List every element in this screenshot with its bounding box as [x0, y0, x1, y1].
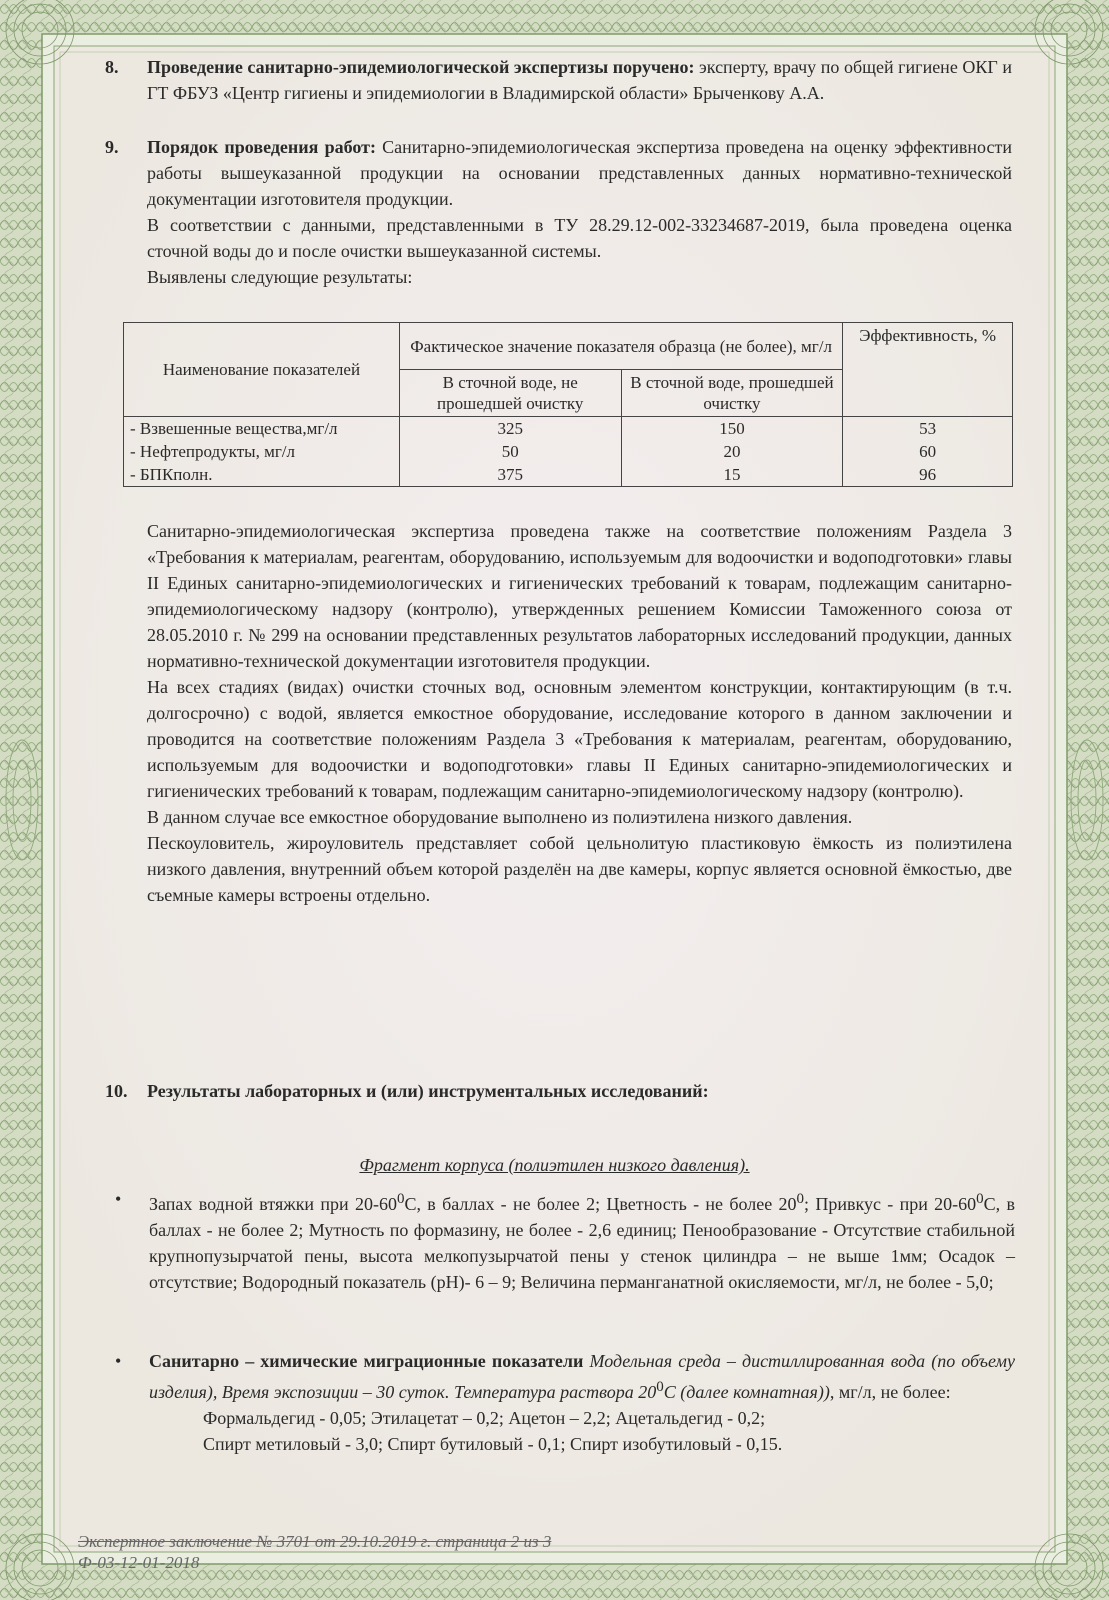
- results-table: [123, 322, 1013, 487]
- row-name: - БПКполн.: [124, 463, 400, 487]
- row-before: 375: [399, 463, 621, 487]
- row-after: 150: [621, 417, 843, 441]
- row-efficiency: 96: [843, 463, 1013, 487]
- row-after: 20: [621, 440, 843, 463]
- header-fact: Фактическое значение показателя образца (не более), мг/л: [399, 323, 842, 370]
- table-row: [124, 440, 1013, 463]
- footer-page-info: Экспертное заключение № 3701 от 29.10.2019 г. страница 2 из 3: [78, 1532, 552, 1551]
- row-efficiency: 60: [843, 440, 1013, 463]
- migration-values-line: Формальдегид - 0,05; Этилацетат – 0,2; Ацетон – 2,2; Ацетальдегид - 0,2;: [203, 1408, 766, 1428]
- row-after: 15: [621, 463, 843, 487]
- paragraph: Выявлены следующие результаты:: [147, 267, 413, 287]
- section-title: Результаты лабораторных и (или) инструментальных исследований:: [147, 1081, 709, 1101]
- row-name: - Взвешенные вещества,мг/л: [124, 417, 400, 441]
- header-before: В сточной воде, не прошедшей очистку: [399, 370, 621, 417]
- migration-values-line: Спирт метиловый - 3,0; Спирт бутиловый - 0,1; Спирт изобутиловый - 0,15.: [203, 1434, 783, 1454]
- bullet-text: Санитарно – химические миграционные показатели Модельная среда – дистиллированная вода (по объему изделия), Время экспозиции – 30 суток. Температура раствора $20^0С$ (далее комнатная)), мг/л, не более:: [149, 1351, 1016, 1402]
- header-name: Наименование показателей: [124, 323, 400, 417]
- section-9-continued: [105, 518, 1012, 908]
- bullet-text: Запах водной втяжки при $20-60^0С$, в баллах - не более 2; Цветность - не более $20^0$; Привкус - при $20-60^0С$, в баллах - не более 2; Мутность по формазину, не более - 2,6 единиц; Пенообразование - Отсутствие стабильной крупнопузырчатой пены, высота мелкопузырчатой пены у стенок цилиндра – не выше 1мм; Осадок – отсутствие; Водородный показатель (pH)- 6 – 9; Величина перманганатной окисляемости, мг/л, не более - 5,0;: [149, 1191, 1015, 1292]
- row-before: 325: [399, 417, 621, 441]
- section-number: 10.: [105, 1081, 128, 1101]
- section-text: Санитарно-эпидемиологическая экспертиза проведена на оценку эффективности работы вышеуказанной продукции на основании представленных данных нормативно-технической документации изготовителя продукции.: [147, 137, 1012, 209]
- section-number: 8.: [105, 57, 119, 77]
- section-10: [105, 1078, 1012, 1104]
- paragraph: В соответствии с данными, представленными в ТУ 28.29.12-002-33234687-2019, была проведена оценка сточной воды до и после очистки вышеуказанной системы.: [147, 215, 1012, 261]
- bullet-item: [115, 1348, 1015, 1457]
- header-efficiency: Эффективность, %: [843, 323, 1013, 417]
- bullet-icon: •: [115, 1351, 122, 1371]
- section-8: [105, 54, 1012, 106]
- paragraph: На всех стадиях (видах) очистки сточных вод, основным элементом конструкции, контактирующим (в т.ч. долгосрочно) с водой, является емкостное оборудование, исследование которого в данном заключении и проводится на соответствие положениям Раздела 3 «Требования к материалам, реагентам, оборудованию, используемым для водоочистки и водоподготовки» главы II Единых санитарно-эпидемиологических и гигиенических требований к товарам, подлежащим санитарно-эпидемиологическому надзору (контролю).: [147, 677, 1012, 801]
- table-row: [124, 417, 1013, 441]
- row-name: - Нефтепродукты, мг/л: [124, 440, 400, 463]
- table-row: [124, 463, 1013, 487]
- footer-form-code: Ф-03-12-01-2018: [78, 1553, 200, 1572]
- header-after: В сточной воде, прошедшей очистку: [621, 370, 843, 417]
- section-title: Проведение санитарно-эпидемиологической экспертизы поручено:: [147, 57, 695, 77]
- paragraph: Пескоуловитель, жироуловитель представляет собой цельнолитую пластиковую ёмкость из полиэтилена низкого давления, внутренний объем которой разделён на две камеры, корпус является основной ёмкостью, две съемные камеры встроены отдельно.: [147, 833, 1012, 905]
- section-number: 9.: [105, 137, 119, 157]
- sample-subheading: Фрагмент корпуса (полиэтилен низкого давления).: [359, 1155, 750, 1175]
- paragraph: В данном случае все емкостное оборудование выполнено из полиэтилена низкого давления.: [147, 807, 853, 827]
- section-text: эксперту, врачу по общей гигиене ОКГ и ГТ ФБУЗ «Центр гигиены и эпидемиологии в Владимирской области» Брыченкову А.А.: [147, 57, 1013, 103]
- bullet-icon: •: [115, 1189, 122, 1209]
- paragraph: Санитарно-эпидемиологическая экспертиза проведена также на соответствие положениям Раздела 3 «Требования к материалам, реагентам, оборудованию, используемым для водоочистки и водоподготовки» главы II Единых санитарно-эпидемиологических и гигиенических требований к товарам, подлежащим санитарно-эпидемиологическому надзору (контролю), утвержденных решением Комиссии Таможенного союза от 28.05.2010 г. № 299 на основании представленных результатов лабораторных исследований продукции, данных нормативно-технической документации изготовителя продукции.: [147, 521, 1012, 671]
- section-title: Порядок проведения работ:: [147, 137, 376, 157]
- bullet-item: [115, 1186, 1015, 1295]
- section-9: [105, 134, 1012, 290]
- row-efficiency: 53: [843, 417, 1013, 441]
- row-before: 50: [399, 440, 621, 463]
